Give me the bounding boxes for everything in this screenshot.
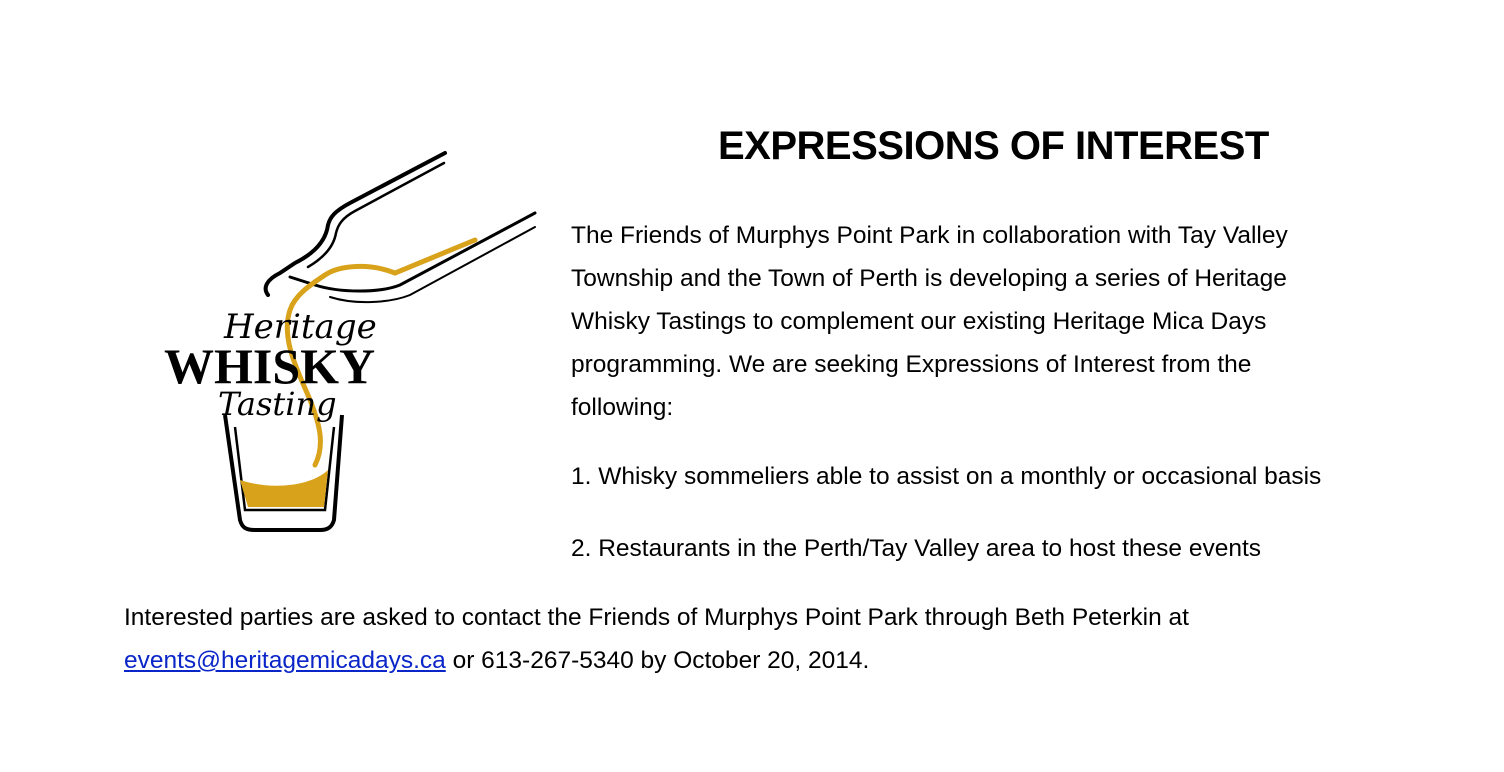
intro-line: programming. We are seeking Expressions of Interest from the	[571, 351, 1252, 378]
intro-paragraph	[571, 214, 1431, 429]
contact-phone-deadline: or 613-267-5340 by October 20, 2014.	[445, 647, 870, 674]
heritage-whisky-tasting-logo	[150, 145, 550, 540]
contact-paragraph	[124, 596, 1189, 682]
email-link[interactable]: events@heritagemicadays.ca	[124, 647, 446, 674]
contact-line-2	[124, 639, 1189, 682]
intro-line: The Friends of Murphys Point Park in collaboration with Tay Valley	[571, 222, 1288, 249]
whisky-pour-illustration	[150, 145, 550, 540]
intro-line: following:	[571, 394, 674, 421]
page-title: EXPRESSIONS OF INTEREST	[718, 124, 1269, 168]
logo-text-tasting: Tasting	[218, 385, 337, 423]
intro-line: Township and the Town of Perth is developing a series of Heritage	[571, 265, 1287, 292]
logo-text-whisky: WHISKY	[164, 338, 376, 394]
glass-outline	[225, 415, 342, 530]
bottle-inner-outline	[308, 163, 444, 267]
logo-text-heritage: Heritage	[224, 307, 377, 347]
whisky-in-glass	[240, 470, 328, 507]
list-item-restaurants: 2. Restaurants in the Perth/Tay Valley area to host these events	[571, 535, 1262, 562]
contact-line: Interested parties are asked to contact the Friends of Murphys Point Park through Beth Peterkin at	[124, 604, 1189, 631]
intro-line: Whisky Tastings to complement our existing Heritage Mica Days	[571, 308, 1267, 335]
list-item-sommeliers: 1. Whisky sommeliers able to assist on a monthly or occasional basis	[571, 463, 1322, 490]
